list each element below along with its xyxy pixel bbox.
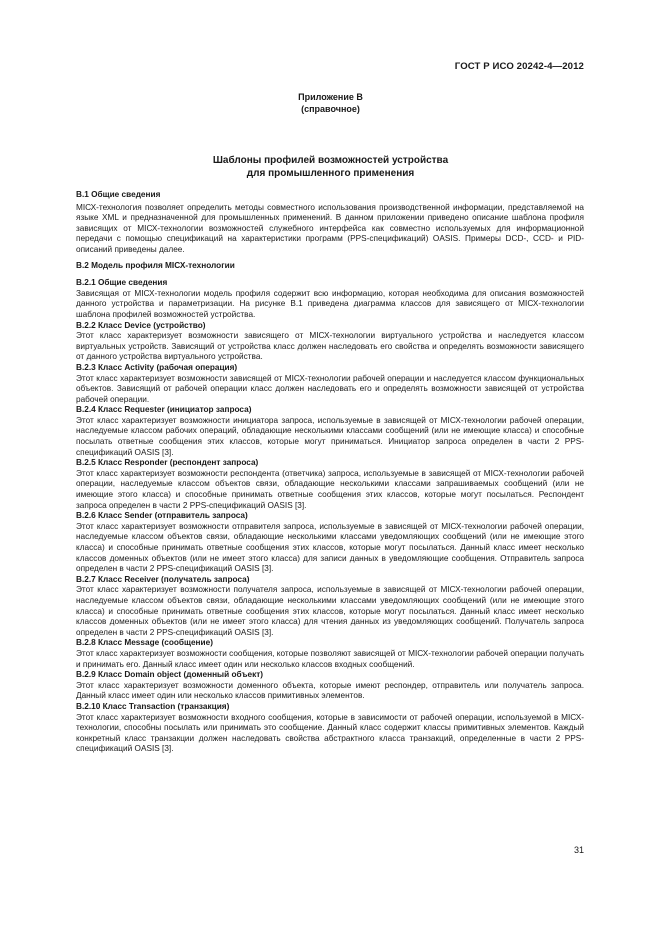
section-paragraph: Этот класс характеризует возможности доменного объекта, которые имеют респондер, отправитель или получатель запроса. Данный класс имеет один или несколько классов примитивных элементов. [76, 680, 584, 701]
section-heading: В.2.7 Класс Receiver (получатель запроса) [76, 574, 250, 584]
section-heading: В.2.3 Класс Activity (рабочая операция) [76, 362, 238, 372]
section-heading: В.2.1 Общие сведения [76, 278, 168, 288]
section-heading: В.1 Общие сведения [76, 190, 161, 199]
section-paragraph: Этот класс характеризует возможности респондента (ответчика) запроса, используемые в зависящей от МІСХ-технологии рабочей операции, наследуемые классом объектов связи, обладающие несколькими классами запрашиваемых сообщений (или не имеющие этого класса) и способные принимать ответные сообщения этих классов, которые могут посылаться. Респондент запроса определен в части 2 PPS-спецификаций OASIS [3]. [76, 468, 584, 510]
page-number: 31 [573, 845, 584, 855]
section-paragraph: Этот класс характеризует возможности зависящего от МІСХ-технологии виртуального устройства и наследуется классом виртуальных устройств. Зависящий от устройства класс должен наследовать его свойства и определять возможности зависящего от данного устройства виртуального устройства. [76, 331, 584, 362]
annex-heading [0, 92, 661, 115]
section-paragraph: Этот класс характеризует возможности зависящей от МІСХ-технологии рабочей операции и наследуется классом функциональных объектов. Зависящий от рабочей операции класс должен наследовать его и определять возможности зависящей от устройства рабочей операции. [76, 373, 584, 404]
standard-code: ГОСТ Р ИСО 20242-4—2012 [454, 61, 584, 72]
section-paragraph: Зависящая от МІСХ-технологии модель профиля содержит всю информацию, которая необходима для описания возможностей данного устройства и параметризации. На рисунке В.1 приведена диаграмма классов для зависящего от МІСХ-технологии шаблона профилей возможностей устройства. [76, 288, 584, 319]
section-heading: В.2.2 Класс Device (устройство) [76, 320, 206, 330]
section-heading: В.2.9 Класс Domain object (доменный объект) [76, 670, 264, 680]
section-heading: В.2 Модель профиля МІСХ-технологии [76, 260, 235, 270]
document-title [0, 155, 661, 180]
section-paragraph: Этот класс характеризует возможности получателя запроса, используемые в зависящей от МІСХ-технологии рабочей операции, наследуемые классом объектов связи, обладающие несколькими классами уведомляющих сообщений (или не имеющие этого класса) и способные принимать ответные сообщения этих классов, которые могут посылаться. Данный класс имеет несколько классов доменных объектов (или не имеет этого класса) для чтения данных из уведомляющих сообщений. Получатель запроса определен в части 2 PPS-спецификаций OASIS [3]. [76, 585, 584, 637]
annex-type: (справочное) [301, 103, 360, 114]
section-heading: В.2.6 Класс Sender (отправитель запроса) [76, 511, 248, 521]
section-heading: В.2.10 Класс Transaction (транзакция) [76, 701, 230, 711]
title-line-2: для промышленного применения [246, 167, 415, 179]
section-paragraph: Этот класс характеризует возможности отправителя запроса, используемые в зависящей от МІСХ-технологии рабочей операции, наследуемые классом объектов связи, обладающие несколькими классами уведомляющих сообщений (или не имеющие этого класса) и способные принимать ответные сообщения этих классов, которые могут посылаться. Данный класс имеет несколько классов доменных объектов (или не имеет этого класса) для записи данных в уведомляющие сообщения. Отправитель запроса определен в части 2 PPS-спецификаций OASIS [3]. [76, 521, 584, 574]
section-heading: В.2.4 Класс Requester (инициатор запроса) [76, 405, 252, 415]
section-paragraph: МІСХ-технология позволяет определить методы совместного использования производственной информации, представляемой на языке XML и предназначенной для промышленных применений. В данном приложении приведено описание шаблона профиля зависящих от МІСХ-технологии возможностей служебного интерфейса как совместно используемых для информационной передачи с помощью спецификаций на характеристики программ (PPS-спецификаций) OASIS. Примеры DCD-, CCD- и PID-описаний приведены далее. [76, 202, 584, 254]
section-paragraph: Этот класс характеризует возможности сообщения, которые позволяют зависящей от МІСХ-технологии рабочей операции получать и принимать его. Данный класс имеет один или несколько классов входных сообщений. [76, 648, 584, 669]
section-paragraph: Этот класс характеризует возможности инициатора запроса, используемые в зависящей от МІСХ-технологии рабочей операции, наследуемые классом рабочих операций, обладающие несколькими классами сообщений (или не имеющие класса) и способные посылать ответные сообщения этих классов, которые могут приниматься. Инициатор запроса определен в части 2 PPS-спецификаций OASIS [3]. [76, 415, 584, 457]
section-paragraph: Этот класс характеризует возможности входного сообщения, которые в зависимости от рабочей операции, используемой в МІСХ-технологии, способны посылать или принимать это сообщение. Данный класс содержит классы примитивных элементов. Каждый конкретный класс транзакции должен наследовать свойства абстрактного класса транзакций, определенные в части 2 PPS-спецификаций OASIS [3]. [76, 712, 584, 754]
section-heading: В.2.8 Класс Message (сообщение) [76, 638, 213, 648]
title-line-1: Шаблоны профилей возможностей устройства [212, 155, 449, 166]
document-body [76, 190, 584, 755]
annex-label: Приложение В [298, 92, 363, 102]
section-heading: В.2.5 Класс Responder (респондент запроса) [76, 458, 259, 468]
